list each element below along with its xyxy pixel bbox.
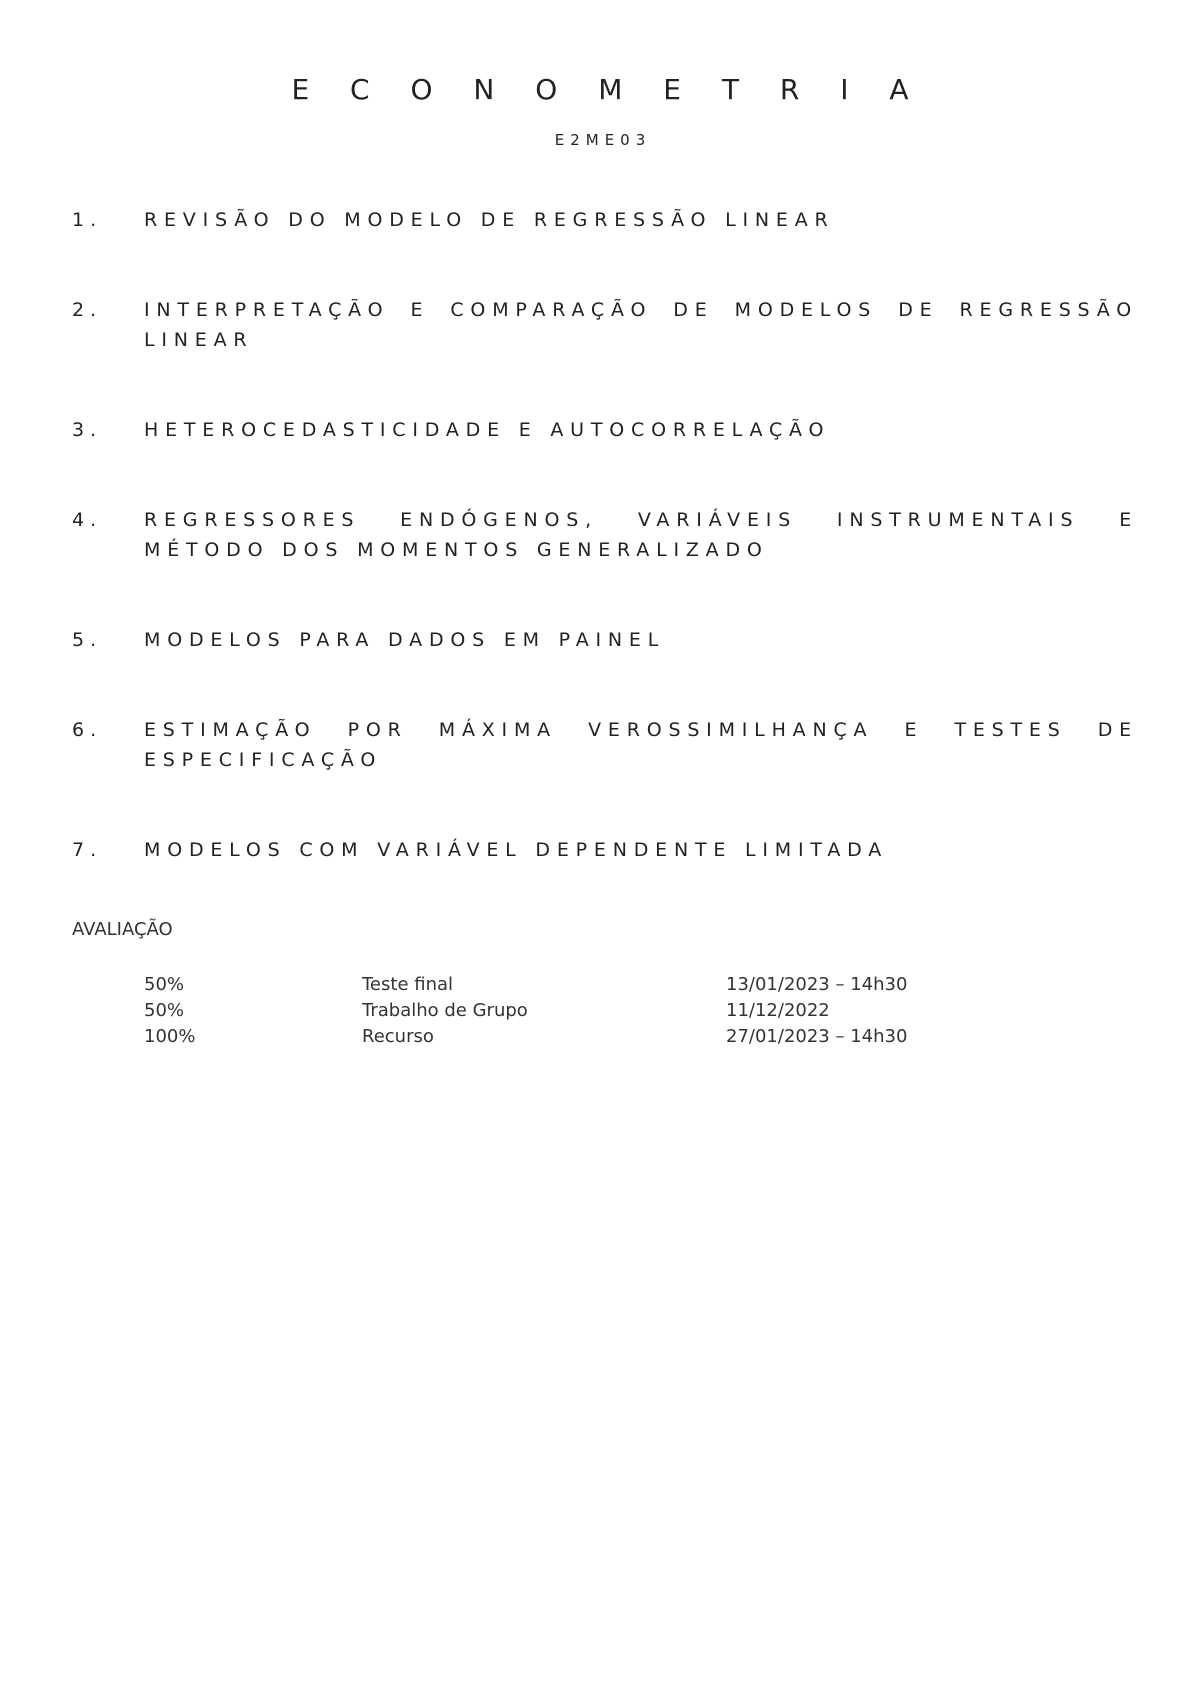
table-row — [144, 1024, 986, 1050]
evaluation-item: Recurso — [362, 1026, 434, 1047]
evaluation-item: Trabalho de Grupo — [362, 1000, 528, 1021]
topic-number: 5. — [72, 629, 103, 651]
topic-number: 6. — [72, 719, 103, 741]
topic-number: 3. — [72, 419, 103, 441]
topic-item-1 — [72, 205, 1138, 235]
evaluation-table — [144, 972, 986, 1050]
topic-number: 2. — [72, 299, 103, 321]
table-row — [144, 998, 986, 1024]
table-row — [144, 972, 986, 998]
evaluation-item: Teste final — [362, 974, 454, 995]
course-code: E2ME03 — [554, 131, 652, 149]
topic-item-4 — [72, 505, 1138, 565]
course-title: E C O N O M E T R I A — [291, 73, 925, 106]
evaluation-date: 13/01/2023 – 14h30 — [726, 974, 908, 995]
topic-item-2 — [72, 295, 1138, 355]
topic-text: ESTIMAÇÃO POR MÁXIMA VEROSSIMILHANÇA E TESTES DE ESPECIFICAÇÃO — [144, 719, 1138, 771]
evaluation-date: 11/12/2022 — [726, 1000, 830, 1021]
topic-item-6 — [72, 715, 1138, 775]
topic-item-5 — [72, 625, 1138, 655]
topic-text: HETEROCEDASTICIDADE E AUTOCORRELAÇÃO — [144, 419, 831, 441]
evaluation-weight: 50% — [144, 974, 185, 995]
topic-text: REGRESSORES ENDÓGENOS, VARIÁVEIS INSTRUMENTAIS E MÉTODO DOS MOMENTOS GENERALIZADO — [144, 509, 1138, 561]
evaluation-heading: AVALIAÇÃO — [72, 919, 173, 940]
topic-text: MODELOS COM VARIÁVEL DEPENDENTE LIMITADA — [144, 839, 889, 861]
evaluation-weight: 100% — [144, 1026, 196, 1047]
topic-number: 1. — [72, 209, 103, 231]
topic-text: INTERPRETAÇÃO E COMPARAÇÃO DE MODELOS DE REGRESSÃO LINEAR — [144, 299, 1138, 351]
topic-item-7 — [72, 835, 1138, 865]
topic-number: 4. — [72, 509, 103, 531]
topic-number: 7. — [72, 839, 103, 861]
evaluation-date: 27/01/2023 – 14h30 — [726, 1026, 908, 1047]
topic-text: MODELOS PARA DADOS EM PAINEL — [144, 629, 666, 651]
evaluation-weight: 50% — [144, 1000, 185, 1021]
topic-item-3 — [72, 415, 1138, 445]
topic-text: REVISÃO DO MODELO DE REGRESSÃO LINEAR — [144, 209, 835, 231]
